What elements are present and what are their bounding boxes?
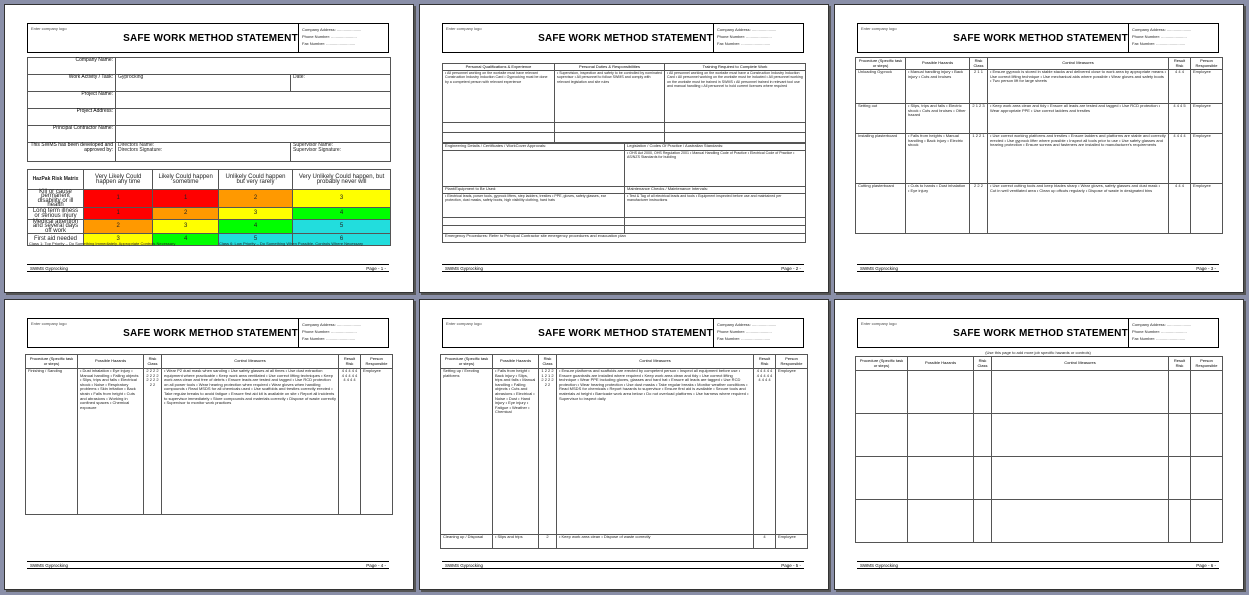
date-field[interactable]: Date: (291, 75, 391, 92)
matrix-cell: 3 (218, 208, 292, 220)
likelihood-header: Very Unlikely Could happen, but probably never will (293, 170, 391, 190)
page-footer: SWMS Gyprocking Page - 1 - (27, 264, 389, 272)
project-details-table (27, 57, 391, 162)
company-meta: Company Address: ...................... Phone Number: ....................... Fax Number: .......................... (298, 24, 388, 52)
developed-by-label: This SWMS has been developed and approved by: (28, 143, 116, 162)
maintenance-text: • Test & Tag of all electrical leads and tools • Equipment inspected before use and maintained per manufacturer instructions (625, 194, 806, 218)
matrix-cell: 2 (153, 208, 218, 220)
consequence-label: Kill or cause permanent disability or ill health (28, 190, 84, 208)
table-row[interactable] (856, 371, 1223, 414)
matrix-cell: 2 (218, 190, 292, 208)
table-row: Cutting plasterboard • Cuts to hands • Dust inhalation • Eye injury 2 2 2 • Use correct cutting tools and keep blades sharp • Wear gloves, safety glasses and dust mask • Cut in well ventilated area • Clean up offcuts regularly • Dispose of waste in designated bins 4 4 4 Employee (856, 184, 1223, 234)
document-title: SAFE WORK METHOD STATEMENT (538, 32, 713, 44)
work-activity-label: Work Activity / Task: (28, 75, 116, 92)
matrix-cell: 1 (84, 190, 153, 208)
page-footer: SWMS Gyprocking Page - 2 - (442, 264, 804, 272)
class-note-left: Class 1: Top Priority – Do Something Immediately, Appropriate Controls Necessary (29, 241, 176, 246)
likelihood-header: Likely Could happen sometime (153, 170, 218, 190)
logo-placeholder: Enter company logo (446, 26, 482, 31)
company-name-label: Company Name: (28, 58, 116, 75)
company-meta: Company Address: ...................... Phone Number: ....................... Fax Number: .......................... (713, 24, 803, 52)
qualifications-table (442, 63, 806, 143)
training-text: • All personnel working on the worksite must have a Construction Industry Induction Card • All personnel working on the worksite must be inducted • All personnel working on the worksite must be trained in SWMS • All personnel trained in relevant tool use and manual handling • All personnel to hold current licences where required (665, 71, 806, 123)
maintenance-label: Maintenance Checks / Maintenance Intervals: (625, 187, 806, 194)
page-footer: SWMS Gyprocking Page - 3 - (857, 264, 1219, 272)
project-name-label: Project Name: (28, 92, 116, 109)
likelihood-header: Unlikely Could happen but very rarely (218, 170, 292, 190)
table-row[interactable] (856, 500, 1223, 543)
document-title: SAFE WORK METHOD STATEMENT (538, 327, 713, 339)
col-duties: Personal Duties & Responsibilities (555, 64, 665, 71)
page-4 (4, 299, 414, 590)
emergency-procedures: Emergency Procedures: Refer to Principal Contractor site emergency procedures and evacuation plan (443, 234, 806, 243)
logo-placeholder: Enter company logo (861, 26, 897, 31)
document-title: SAFE WORK METHOD STATEMENT (123, 32, 298, 44)
page-footer: SWMS Gyprocking Page - 4 - (27, 561, 389, 569)
matrix-cell: 5 (293, 220, 391, 234)
legislation-label: Legislation / Codes Of Practice / Australian Standards: (625, 144, 806, 151)
duties-text: • Supervision, inspection and safety to be controlled by nominated supervisor • All personnel to follow SWMS and comply with relevant legislation and site rules (555, 71, 665, 123)
table-row: Finishing / Sanding • Dust inhalation • Eye injury • Manual handling • Falling objects • Slips, trips and falls • Electrical shock • Noise • Respiratory problems • Skin irritation • Back strain • Falls from height • Cuts and abrasions • Working in confined spaces • Chemical exposure 2 2 2 2 2 2 2 2 2 2 2 2 2 2 • Wear P2 dust mask when sanding • Use safety glasses at all times • Use dust extraction equipment where practicable • Keep work area ventilated • Use correct lifting techniques • Keep work area clean and free of debris • Ensure leads are tested and tagged • Use RCD protection on all power tools • Wear hearing protection when required • Wear gloves when handling compounds • Read MSDS for all chemicals used • Use scaffolds and trestles correctly erected • Take regular breaks to avoid fatigue • Ensure first aid kit is available on site • Report all incidents to supervisor immediately • Store compounds and materials correctly • Dispose of waste correctly • Supervisor to monitor work practices 4 4 4 4 4 4 4 4 4 4 4 4 4 4 Employee (26, 369, 393, 515)
matrix-cell: 3 (293, 190, 391, 208)
page-header (857, 318, 1219, 348)
company-meta: Company Address: ...................... Phone Number: ....................... Fax Number: .......................... (713, 319, 803, 347)
page-header (27, 318, 389, 348)
table-row[interactable] (856, 457, 1223, 500)
project-address-field[interactable] (116, 109, 391, 126)
project-address-label: Project Address: (28, 109, 116, 126)
table-row: Unloading Gyprock • Manual handling injury • Back injury • Cuts and bruises 2 1 1 • Ensure gyprock is stored in stable stacks and delivered close to work area by appropriate means • Use correct lifting technique • Use mechanical aids where possible • Wear gloves and safety boots • Two person lift for large sheets 4 4 4 Employee (856, 70, 1223, 104)
page-5 (419, 299, 829, 590)
plant-label: Plant/Equipment to Be Used: (443, 187, 625, 194)
blank-hazard-table: Procedure (Specific task or steps) Possible Hazards Risk Class Control Measures Result Risk Person Responsible (855, 356, 1223, 543)
document-title: SAFE WORK METHOD STATEMENT (953, 327, 1128, 339)
principal-contractor-label: Principal Contractor Name: (28, 126, 116, 143)
work-activity-field[interactable]: Gyprocking (116, 75, 291, 92)
page-footer: SWMS Gyprocking Page - 6 - (857, 561, 1219, 569)
document-title: SAFE WORK METHOD STATEMENT (123, 327, 298, 339)
table-row: Setting up / Erecting platforms • Falls from height • Back injury • Slips, trips and falls • Manual handling • Falling objects • Cuts and abrasions • Electrical • Noise • Dust • Hand injury • Eye injury • Fatigue • Weather • Chemical 1 2 2 2 1 2 1 2 2 2 2 2 2 2 • Ensure platforms and scaffolds are erected by competent person • Inspect all equipment before use • Ensure guardrails are installed where required • Keep work area clean and tidy • Use correct lifting technique • Wear PPE including gloves, glasses and hard hat • Ensure all leads are tagged • Use RCD protection • Wear hearing protection • Use dust masks • Take regular breaks • Monitor weather conditions • Read MSDS for chemicals • Report hazards to supervisor • Ensure first aid is available • Secure tools and materials at height • Barricade work area below • Do not overload platforms • Use harness where required • Supervisor to inspect daily 4 4 4 4 4 4 4 4 4 4 4 4 4 4 Employee (441, 369, 808, 535)
supervisor-fields[interactable]: Supervisor Name: Supervisor Signature: (291, 143, 391, 162)
page6-note: (Use this page to add more job specific hazards or controls) (985, 350, 1091, 355)
hazard-table: Procedure (Specific task or steps) Possible Hazards Risk Class Control Measures Result Risk Person Responsible Finishing / Sanding • Dust inhalation • Eye injury • Manual handling • Falling objects • Slips, trips and falls • Electrical shock • Noise • Respiratory problems • Skin irritation • Back strain • Falls from height • Cuts and abrasions • Working in confined spaces • Chemical exposure 2 2 2 2 2 2 2 2 2 2 2 2 2 2 • Wear P2 dust mask when sanding • Use safety glasses at all times • Use dust extraction equipment where practicable • Keep work area ventilated • Use correct lifting techniques • Keep work area clean and free of debris • Ensure leads are tested and tagged • Use RCD protection on all power tools • Wear hearing protection when required • Wear gloves when handling compounds • Read MSDS for all chemicals used • Use scaffolds and trestles correctly erected • Take regular breaks to avoid fatigue • Ensure first aid kit is available on site • Report all incidents to supervisor immediately • Store compounds and materials correctly • Dispose of waste correctly • Supervisor to monitor work practices 4 4 4 4 4 4 4 4 4 4 4 4 4 4 Employee (25, 354, 393, 515)
table-row: Installing plasterboard • Falls from heights • Manual handling • Back injury • Electric shock 1 2 2 1 • Use correct working platforms and trestles • Ensure ladders and platforms are stable and correctly erected • Use gyprock lifter where possible • Inspect all tools prior to use • Use safety glasses and hearing protection • Ensure screws and fasteners are installed to manufacturer's requirements 4 4 4 4 Employee (856, 134, 1223, 184)
page-3 (834, 4, 1244, 293)
engineering-label: Engineering Details / Certificates / WorkCover Approvals: (443, 144, 625, 151)
principal-contractor-field[interactable] (116, 126, 391, 143)
page-1 (4, 4, 414, 293)
page-6 (834, 299, 1244, 590)
logo-placeholder: Enter company logo (861, 321, 897, 326)
personal-text: • All personnel working on the worksite must have relevant Construction Industry Induction Card • Gyprocking must be done by a competent person with relevant experience (443, 71, 555, 123)
page-footer: SWMS Gyprocking Page - 5 - (442, 561, 804, 569)
company-meta: Company Address: ...................... Phone Number: ....................... Fax Number: .......................... (1128, 319, 1218, 347)
company-meta: Company Address: ...................... Phone Number: ....................... Fax Number: .......................... (1128, 24, 1218, 52)
consequence-label: Long term illness or serious injury (28, 208, 84, 220)
plant-text: • Electrical leads, power tools, gyprock lifters, step ladders, trestles • PPE, gloves, safety glasses, ear protection, dust masks, safety boots, high visibility clothing, hard hats (443, 194, 625, 218)
logo-placeholder: Enter company logo (31, 321, 67, 326)
matrix-cell: 3 (153, 220, 218, 234)
matrix-cell: 2 (84, 220, 153, 234)
table-row: Setting out • Slips, trips and falls • Electric shock • Cuts and bruises • Other hazard 2 1 2 3 • Keep work area clean and tidy • Ensure all leads are tested and tagged • Use RCD protection • Wear appropriate PPE • Use correct ladders and trestles 4 4 4 5 Employee (856, 104, 1223, 134)
col-training: Training Required to Complete Work (665, 64, 806, 71)
table-row: Cleaning up / Disposal • Slips and trips 2 • Keep work area clean • Dispose of waste correctly 4 Employee (441, 535, 808, 549)
matrix-title: HazPak Risk Matrix (28, 170, 84, 190)
risk-matrix (27, 169, 391, 246)
directors-fields[interactable]: Directors Name: Directors Signature: (116, 143, 291, 162)
page-2 (419, 4, 829, 293)
matrix-cell: 4 (293, 208, 391, 220)
matrix-cell: 1 (84, 208, 153, 220)
company-meta: Company Address: ...................... Phone Number: ....................... Fax Number: .......................... (298, 319, 388, 347)
matrix-cell: 5 (218, 234, 292, 246)
hazard-table: Procedure (Specific task or steps) Possible Hazards Risk Class Control Measures Result Risk Person Responsible Setting up / Erecting platforms • Falls from height • Back injury • Slips, trips and falls • Manual handling • Falling objects • Cuts and abrasions • Electrical • Noise • Dust • Hand injury • Eye injury • Fatigue • Weather • Chemical 1 2 2 2 1 2 1 2 2 2 2 2 2 2 • Ensure platforms and scaffolds are erected by competent person • Inspect all equipment before use • Ensure guardrails are installed where required • Keep work area clean and tidy • Use correct lifting technique • Wear PPE including gloves, glasses and hard hat • Ensure all leads are tagged • Use RCD protection • Wear hearing protection • Use dust masks • Take regular breaks • Monitor weather conditions • Read MSDS for chemicals • Report hazards to supervisor • Ensure first aid is available • Secure tools and materials at height • Barricade work area below • Do not overload platforms • Use harness where required • Supervisor to inspect daily 4 4 4 4 4 4 4 4 4 4 4 4 4 4 Employee Cleaning up / Disposal • Slips and trips 2 • Keep work area clean • Dispose of waste correctly 4 Employee (440, 354, 808, 549)
matrix-cell: 4 (218, 220, 292, 234)
matrix-cell: 3 (84, 234, 153, 246)
logo-placeholder: Enter company logo (31, 26, 67, 31)
page-header (442, 318, 804, 348)
company-name-field[interactable] (116, 58, 391, 75)
page-header (442, 23, 804, 53)
engineering-table (442, 143, 806, 243)
col-personal: Personal Qualifications & Experience (443, 64, 555, 71)
project-name-field[interactable] (116, 92, 391, 109)
hazard-table: Procedure (Specific task or steps) Possible Hazards Risk Class Control Measures Result Risk Person Responsible Unloading Gyprock • Manual handling injury • Back injury • Cuts and bruises 2 1 1 • Ensure gyprock is stored in stable stacks and delivered close to work area by appropriate means • Use correct lifting technique • Use mechanical aids where possible • Wear gloves and safety boots • Two person lift for large sheets 4 4 4 Employee Setting out • Slips, trips and falls • Electric shock • Cuts and bruises • Other hazard 2 1 2 3 • Keep work area clean and tidy • Ensure all leads are tested and tagged • Use RCD protection • Wear appropriate PPE • Use correct ladders and trestles 4 4 4 5 Employee Installing plasterboard • Falls from heights • Manual handling • Back injury • Electric shock 1 2 2 1 • Use correct working platforms and trestles • Ensure ladders and platforms are stable and correctly erected • Use gyprock lifter where possible • Inspect all tools prior to use • Use safety glasses and hearing protection • Ensure screws and fasteners are installed to manufacturer's requirements 4 4 4 4 Employee Cutting plasterboard • Cuts to hands • Dust inhalation • Eye injury 2 2 2 • Use correct cutting tools and keep blades sharp • Wear gloves, safety glasses and dust mask • Cut in well ventilated area • Clean up offcuts regularly • Dispose of waste in designated bins 4 4 4 Employee (855, 57, 1223, 234)
matrix-cell: 6 (293, 234, 391, 246)
matrix-cell: 4 (153, 234, 218, 246)
logo-placeholder: Enter company logo (446, 321, 482, 326)
class-note-right: Class 6: Low Priority – Do Something When Possible, Controls Where Necessary (219, 241, 364, 246)
matrix-cell: 1 (153, 190, 218, 208)
likelihood-header: Very Likely Could happen any time (84, 170, 153, 190)
legislation-text: • OHS Act 2000, OHS Regulation 2001 • Manual Handling Code of Practice • Electrical Code of Practice • AS/NZS Standards for building (625, 151, 806, 187)
page-header (857, 23, 1219, 53)
table-row[interactable] (856, 414, 1223, 457)
page-header (27, 23, 389, 53)
consequence-label: First aid needed (28, 234, 84, 246)
document-title: SAFE WORK METHOD STATEMENT (953, 32, 1128, 44)
consequence-label: Medical attention and several days off work (28, 220, 84, 234)
